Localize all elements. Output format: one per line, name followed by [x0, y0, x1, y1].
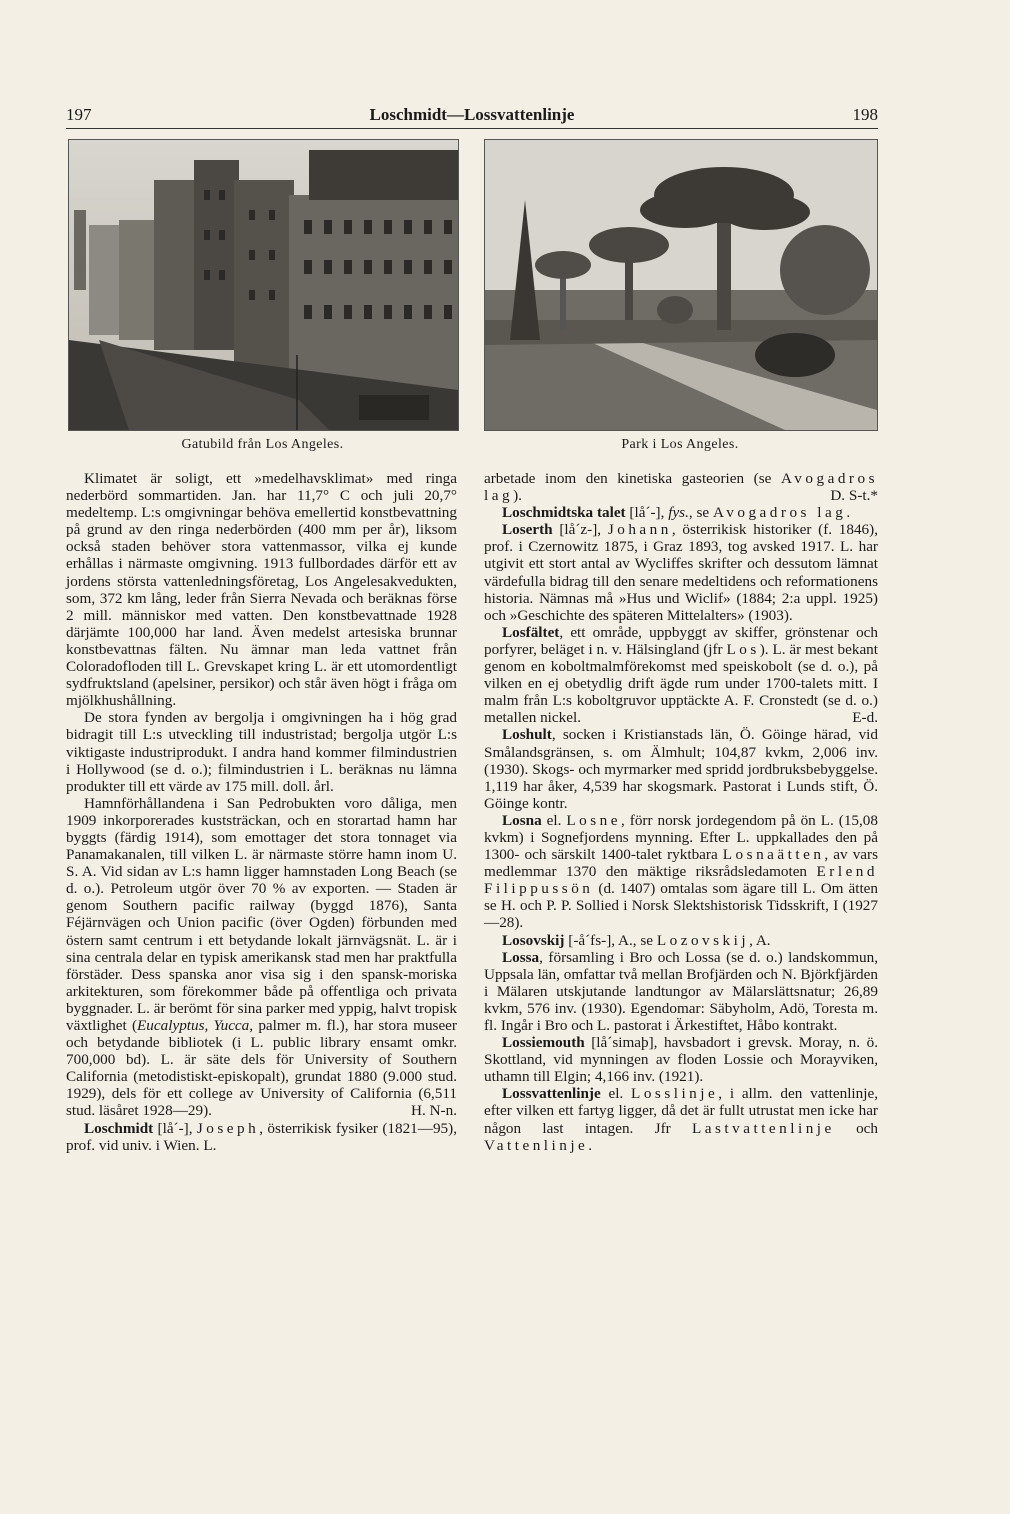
entry-losna: Losna el. Losne, förr norsk jordegendom på ön L. (15,08 kvkm) i Sognefjordens mynning. Efter L. uppkallades den på 1300- och särskilt 1400-talet ryktbara Losnaätten, av vars medlemmar 1370 den mäktige riksrådsledamoten Erlend Filippussön (d. 1407) omtalas som ägare till L. Om ätten se H. och P. P. Sollied i Norsk Slektshistorisk Tidsskrift, I (1927—28). [484, 811, 879, 932]
author-signature: D. S-t.* [830, 487, 878, 505]
entry-loschmidt: Loschmidt [lå´-], Joseph, österrikisk fysiker (1821—95), prof. vid univ. i Wien. L. [66, 1119, 457, 1154]
entry-losovskij: Losovskij [-å´fs-], A., se Lozovskij, A. [502, 931, 771, 949]
entry-loschmidt-continued: arbetade inom den kinetiska gasteorien (se Avogadros lag). D. S-t.* [484, 470, 878, 505]
park-photo [484, 139, 878, 431]
entry-losfaltet: Losfältet, ett område, uppbyggt av skiffer, grönstenar och porfyrer, beläget i n. v. Hälsingland (jfr Los). L. är mest bekant genom en koboltmalmförekomst med speiskobolt (se d. o.), på vilken en ej obetydlig drift ägde rum under 1700-talets mitt. I malm från L:s koboltgruvor upptäckte A. F. Cronstedt (se d. o.) metallen nickel. E-d. [484, 623, 878, 727]
headword: Lossa [502, 948, 540, 966]
entry-loshult: Loshult, socken i Kristianstads län, Ö. Göinge härad, vid Smålandsgränsen, s. om Älmhult; 104,87 kvkm, 2,006 inv. (1930). Skogs- och myrmarker med spridd jordbruksbebyggelse. 1,119 har åker, 4,539 har skogsmark. Pastorat i Lunds stift, Ö. Göinge kontr. [484, 726, 878, 812]
headword: Losovskij [502, 931, 565, 949]
running-title: Loschmidt—Lossvattenlinje [369, 105, 575, 124]
street-scene-image [69, 140, 458, 430]
headword: Loschmidt [84, 1119, 154, 1137]
climate-paragraph: Klimatet är soligt, ett »medelhavsklimat» med ringa nederbörd sommartiden. Jan. har 11,7° C och juli 20,7° medeltemp. L:s omgivningar behöva emellertid konstbevattning på grund av den ringa nederbörden (400 mm per år), liksom också staden behöver stora vattenmassor, vilka ej kunde erhållas i närmaste omgivning. 1913 fullbordades därför ett av jordens största vattenledningsföretag, Los Angelesakvedukten, som, 372 km lång, leder från Sierra Nevada och beräknas förse 2 mill. människor med vatten. Den konstbevattnade 1928 därjämte 100,000 har land. Även medelst artesiska brunnar konstbevattnas fälten. Nu ämnar man leda vattnet från Coloradofloden till L. Grevskapet kring L. är ett utomordentligt sydfruktsland (apelsiner, persikor) och står även högt i fråga om mjölkhushållning. [66, 470, 457, 710]
page-number-left: 197 [66, 105, 92, 124]
headword: Losna [502, 811, 542, 829]
entry-lossa: Lossa, församling i Bro och Lossa (se d. o.) landskommun, Uppsala län, omfattar två mellan Brofjärden och N. Björkfjärden i Mälaren utskjutande landtungor av Mälarslättsnatur; 26,89 kvkm, 576 inv. (1930). Egendomar: Säbyholm, Adö, Toresta m. fl. Ingår i Bro och L. pastorat i Ärkestiftet, Håbo kontrakt. [484, 948, 878, 1034]
right-photo-caption: Park i Los Angeles. [621, 437, 739, 452]
headword: Loserth [502, 521, 553, 539]
entry-loschmidtska-talet: Loschmidtska talet [lå´-], fys., se Avogadros lag. [502, 504, 851, 522]
author-signature: H. N-n. [411, 1102, 457, 1120]
headword: Loshult [502, 726, 552, 744]
author-signature: E-d. [852, 709, 878, 727]
entry-lossvattenlinje: Lossvattenlinje el. Losslinje, i allm. den vattenlinje, efter vilken ett fartyg ligger, då det är fullt utrustat men icke har någon last intagen. Jfr Lastvattenlinje och Vattenlinje. [484, 1085, 878, 1154]
harbor-paragraph: Hamnförhållandena i San Pedrobukten voro dåliga, men 1909 inkorporerades kuststräckan, och en storartad hamn har byggts (färdig 1914), som emottager det stora tonnaget via Panamakanalen, till vilken L. är närmaste större hamn inom U. S. A. Vid sidan av L:s hamn ligger hamnstaden Long Beach (se d. o.). Petroleum utgör över 70 % av exporten. — Staden är genom Southern pacific railway (byggd 1876), Santa Féjärnvägen och Union pacific (över Ogden) förbunden med östern samt centrum i ett betydande lokalt järnvägsnät. L. är i sina centrala delar en typisk amerikansk stad men har praktfulla förstäder. Dess spanska anor visa sig i den spansk-moriska arkitekturen, som förekommer både på offentliga och privata byggnader. L. är berömt för sina parker med yppig, halvt tropisk växtlighet (Eucalyptus, Yucca, palmer m. fl.), har stora museer och betydande bibliotek (i L. public library ensamt omkr. 700,000 bd). L. är säte dels för University of Southern California (metodistiskt-episkopalt), grundat 1880 (9.000 stud. 1929), dels för ett college av University of California (6,511 stud. läsåret 1928—29). H. N-n. [66, 794, 457, 1120]
page-number-right: 198 [852, 105, 878, 124]
right-text-column [484, 470, 878, 1154]
entry-loserth: Loserth [lå´z-], Johann, österrikisk historiker (f. 1846), prof. i Czernowitz 1875, i Graz 1893, tog avsked 1917. L. har utgivit ett stort antal av Wycliffes skrifter och dessutom lämnat värdefulla bidrag till den senare medeltidens och reformationens historia. Nämnas må »Hus und Wiclif» (1884; 2:a uppl. 1925) och »Geschichte des späteren Mittelalters» (1903). [484, 521, 879, 624]
headword: Loschmidtska talet [502, 504, 626, 522]
header-rule [66, 128, 878, 129]
headword: Lossvattenlinje [502, 1085, 601, 1103]
street-scene-photo [68, 139, 459, 431]
entry-lossiemouth: Lossiemouth [lå´simaþ], havsbadort i grevsk. Moray, n. ö. Skottland, vid mynningen av floden Lossie och Morayviken, uthamn till Elgin; 4,166 inv. (1921). [484, 1034, 878, 1086]
left-photo-caption: Gatubild från Los Angeles. [181, 437, 344, 452]
left-text-column [66, 470, 457, 1154]
oil-industry-paragraph: De stora fynden av bergolja i omgivningen ha i hög grad bidragit till L:s utveckling till industristad; bergolja utgör L:s viktigaste industriprodukt. I andra hand kommer filmindustrien i Hollywood (se d. o.); filmindustrien i L. beräknas nu lämna produkter till ett värde av 175 mill. doll. årl. [66, 709, 457, 795]
headword: Lossiemouth [502, 1034, 585, 1052]
park-image [485, 140, 877, 430]
headword: Losfältet [502, 623, 560, 641]
